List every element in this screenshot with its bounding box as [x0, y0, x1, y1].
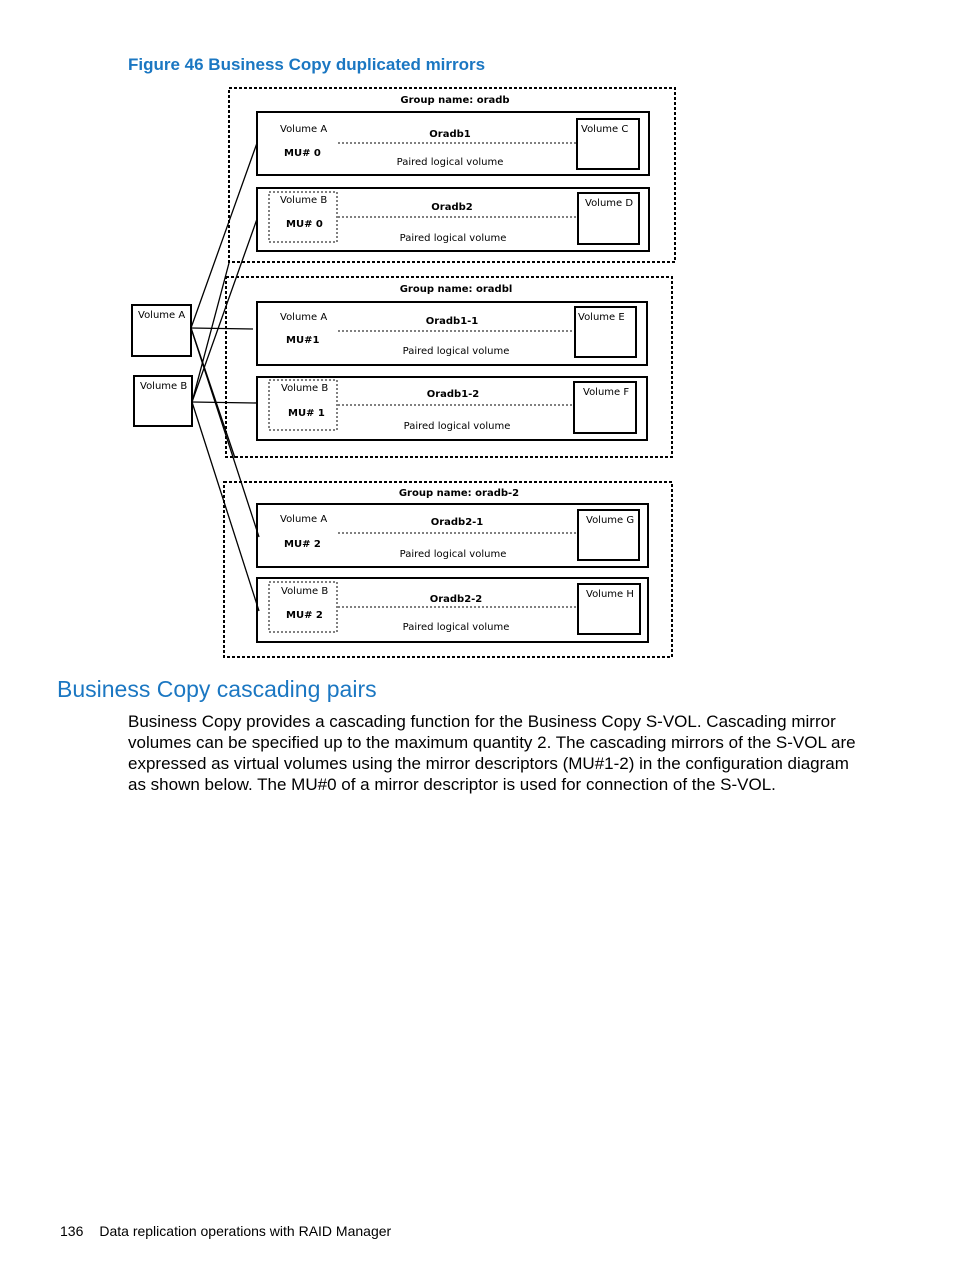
- paired-volume-label: Paired logical volume: [402, 622, 510, 633]
- group-name: Group name: oradbl: [399, 284, 513, 295]
- paired-volume-label: Paired logical volume: [396, 157, 504, 168]
- pair-row: [257, 112, 649, 175]
- page-number: 136: [60, 1223, 84, 1239]
- body-line: volumes can be specified up to the maximum quantity 2. The cascading mirrors of the S-VOL are: [128, 733, 856, 752]
- target-volume-label: Volume H: [586, 589, 634, 600]
- figure-caption: Figure 46 Business Copy duplicated mirrors: [128, 55, 486, 74]
- paired-volume-label: Paired logical volume: [403, 421, 511, 432]
- mu-label: MU# 0: [286, 219, 323, 230]
- section-heading: Business Copy cascading pairs: [57, 676, 377, 702]
- source-volume-label: Volume B: [281, 586, 329, 597]
- source-volume-label: Volume A: [280, 514, 328, 525]
- pair-name: Oradb1: [429, 129, 471, 140]
- mu-label: MU#1: [286, 335, 320, 346]
- pair-row: [257, 578, 648, 642]
- mu-label: MU# 0: [284, 148, 321, 159]
- body-line: Business Copy provides a cascading function for the Business Copy S-VOL. Cascading mirror: [128, 712, 836, 731]
- group-name: Group name: oradb: [400, 95, 510, 106]
- pair-name: Oradb2-1: [430, 517, 484, 528]
- source-volume-label: Volume B: [281, 383, 329, 394]
- group-oradb-2: [224, 482, 672, 657]
- pair-row: [257, 302, 647, 365]
- paired-volume-label: Paired logical volume: [399, 549, 507, 560]
- target-volume-label: Volume F: [583, 387, 630, 398]
- paired-volume-label: Paired logical volume: [399, 233, 507, 244]
- group-oradbl: [226, 277, 672, 457]
- paired-volume-label: Paired logical volume: [402, 346, 510, 357]
- pair-row: [257, 188, 649, 251]
- target-volume-label: Volume G: [586, 515, 635, 526]
- body-line: as shown below. The MU#0 of a mirror descriptor is used for connection of the S-VOL.: [128, 775, 776, 794]
- source-volume-label: Volume A: [280, 124, 328, 135]
- footer-title: Data replication operations with RAID Manager: [99, 1223, 392, 1239]
- body-paragraph: [128, 711, 888, 795]
- source-volume-label: Volume B: [280, 195, 328, 206]
- pair-name: Oradb2: [431, 202, 473, 213]
- primary-volume-b-label: Volume B: [140, 381, 188, 392]
- source-volume-label: Volume A: [280, 312, 328, 323]
- primary-volume-a-label: Volume A: [138, 310, 186, 321]
- group-oradb: [229, 88, 675, 262]
- mu-label: MU# 1: [288, 408, 325, 419]
- pair-name: Oradb1-2: [426, 389, 480, 400]
- pair-row: [257, 504, 648, 567]
- mu-label: MU# 2: [284, 539, 321, 550]
- page-footer: [60, 1223, 391, 1239]
- mu-label: MU# 2: [286, 610, 323, 621]
- target-volume-label: Volume E: [578, 312, 625, 323]
- pair-name: Oradb2-2: [429, 594, 483, 605]
- pair-name: Oradb1-1: [425, 316, 479, 327]
- target-volume-label: Volume C: [581, 124, 629, 135]
- pair-row: [257, 377, 647, 440]
- body-line: expressed as virtual volumes using the mirror descriptors (MU#1-2) in the configuration diagram: [128, 754, 849, 773]
- primary-volumes: [132, 305, 192, 426]
- group-name: Group name: oradb-2: [398, 488, 520, 499]
- target-volume-label: Volume D: [585, 198, 634, 209]
